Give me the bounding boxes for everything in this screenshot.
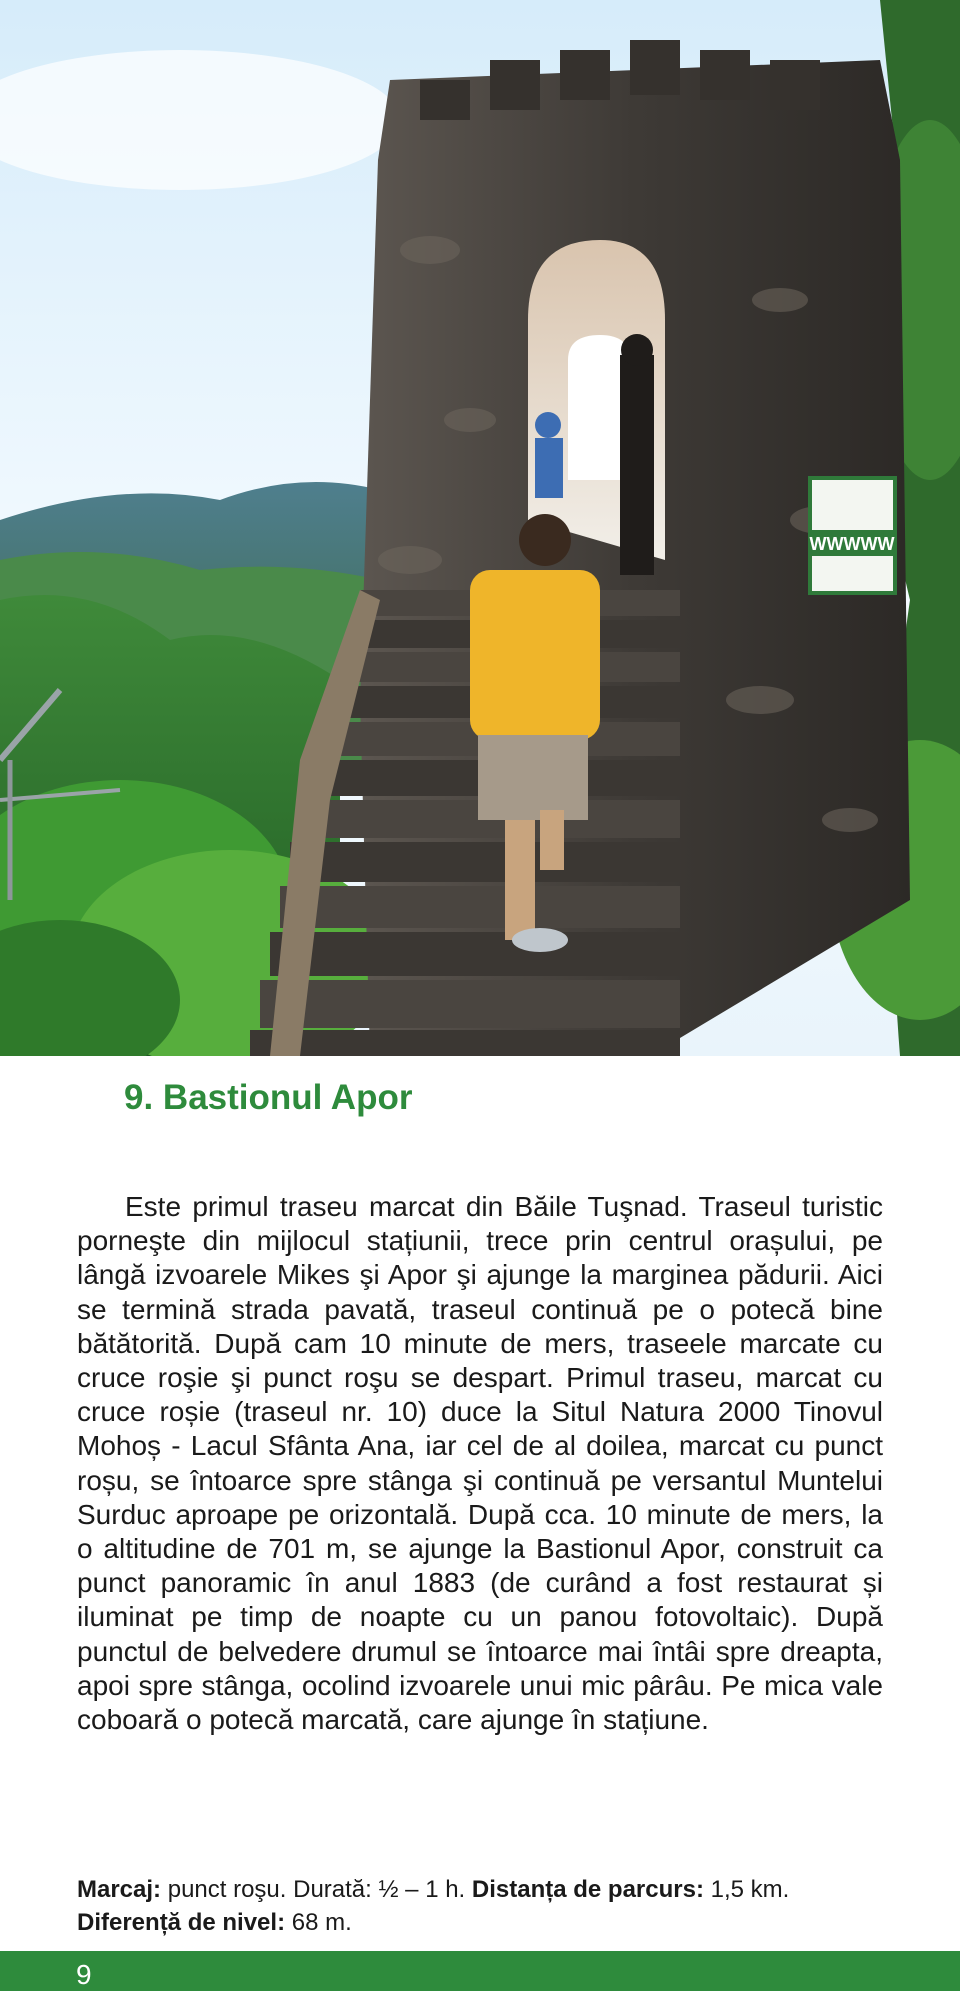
marcaj-value: punct roşu. Durată: ½ – 1 h. — [161, 1876, 472, 1903]
page-number: 9 — [76, 1959, 92, 1990]
sign-text: WWWWW — [809, 534, 895, 554]
footer-bar — [0, 1951, 960, 1991]
distanta-label: Distanța de parcurs: — [471, 1876, 704, 1903]
route-info — [77, 1873, 897, 1939]
marcaj-label: Marcaj: — [77, 1876, 162, 1903]
section-title: 9. Bastionul Apor — [124, 1078, 413, 1117]
diferenta-value: 68 m. — [285, 1909, 352, 1936]
diferenta-label: Diferență de nivel: — [77, 1909, 286, 1936]
distanta-value: 1,5 km. — [703, 1876, 790, 1903]
body-paragraph: Este primul traseu marcat din Băile Tuşnad. Traseul turistic porneşte din mijlocul stațiunii, trece prin centrul orașului, pe lângă izvoarele Mikes şi Apor şi ajunge la marginea pădurii. Aici se termină strada pavată, traseul continuă pe o potecă bine bătătorită. După cam 10 minute de mers, traseele marcate cu cruce roşie şi punct roşu se despart. Primul traseu, marcat cu cruce roșie (traseul nr. 10) duce la Situl Natura 2000 Tinovul Mohoș - Lacul Sfânta Ana, iar cel de al doilea, marcat cu punct roșu, se întoarce spre stânga şi continuă pe versantul Muntelui Surduc aproape pe orizontală. După cca. 10 minute de mers, la o altitudine de 701 m, se ajunge la Bastionul Apor, construit ca punct panoramic în anul 1883 (de curând a fost restaurat și iluminat pe timp de noapte cu un panou fotovoltaic). După punctul de belvedere drumul se întoarce mai întâi spre dreapta, apoi spre stânga, ocolind izvoarele unui mic pârâu. Pe mica vale coboară o potecă marcată, care ajunge în stațiune. — [77, 1191, 883, 1736]
